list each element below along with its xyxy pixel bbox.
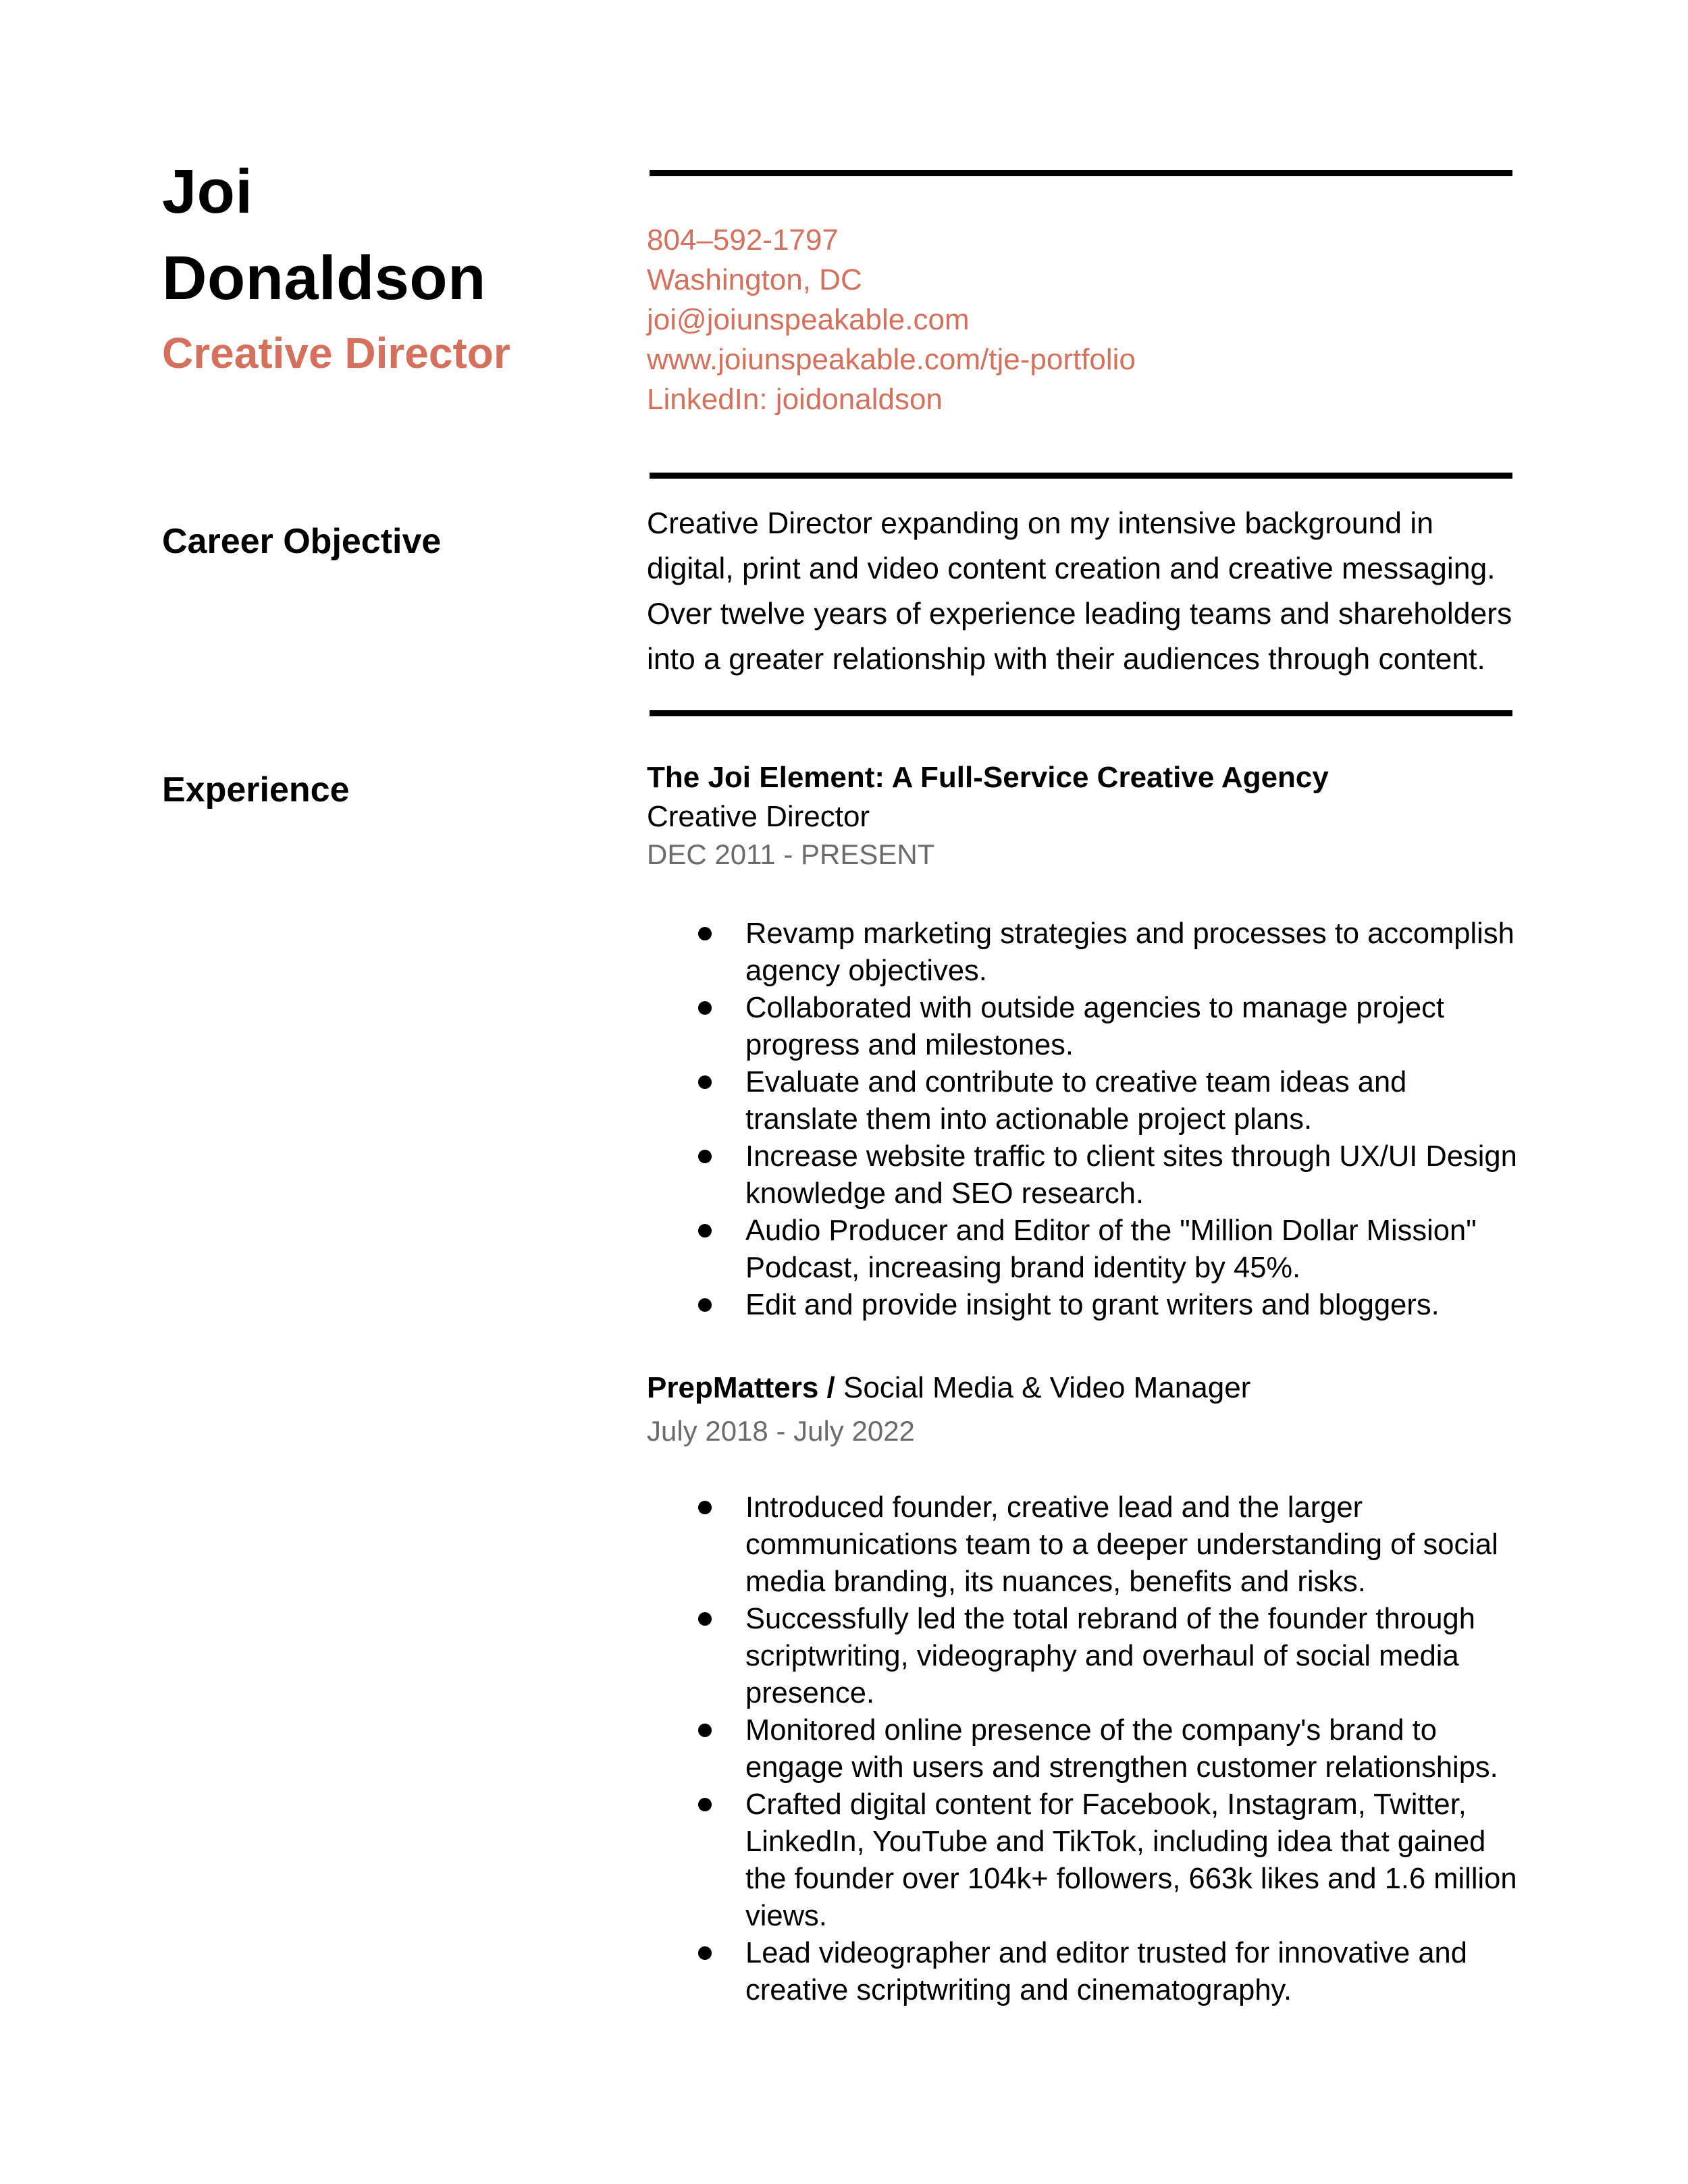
bullet-dot-icon	[698, 1798, 712, 1811]
bullet-text: Lead videographer and editor trusted for innovative and creative scriptwriting and cinematography.	[745, 1937, 1467, 2006]
bullet-dot-icon	[698, 1001, 712, 1015]
candidate-name	[162, 149, 486, 321]
bullet-text: Collaborated with outside agencies to manage project progress and milestones.	[745, 992, 1444, 1061]
contact-email[interactable]: joi@joiunspeakable.com	[647, 303, 970, 336]
list-item	[695, 1935, 1526, 2009]
last-name: Donaldson	[162, 244, 486, 313]
contact-list	[647, 220, 1518, 419]
objective-text: Creative Director expanding on my intensive background in digital, print and video content creation and creative messaging. Over twelve years of experience leading teams and shareholders into a greater relationship with their audiences through content.	[647, 507, 1512, 676]
list-item	[695, 1601, 1526, 1712]
list-item	[695, 1064, 1526, 1138]
divider-objective	[650, 710, 1512, 716]
job-1-dates: DEC 2011 - PRESENT	[647, 838, 935, 870]
list-item	[695, 1213, 1526, 1287]
job-2-dates: July 2018 - July 2022	[647, 1415, 915, 1447]
bullet-text: Successfully led the total rebrand of the founder through scriptwriting, videography and overhaul of social media presence.	[745, 1603, 1475, 1709]
bullet-text: Increase website traffic to client sites through UX/UI Design knowledge and SEO research.	[745, 1140, 1517, 1210]
bullet-text: Monitored online presence of the company's brand to engage with users and strengthen customer relationships.	[745, 1714, 1498, 1784]
candidate-title: Creative Director	[162, 329, 510, 377]
bullet-text: Introduced founder, creative lead and the larger communications team to a deeper understanding of social media branding, its nuances, benefits and risks.	[745, 1491, 1498, 1598]
list-item	[695, 915, 1526, 990]
job-2-bullets	[695, 1489, 1526, 2009]
job-1-bullets	[695, 915, 1526, 1324]
contact-linkedin[interactable]: LinkedIn: joidonaldson	[647, 383, 943, 416]
bullet-dot-icon	[698, 1612, 712, 1626]
bullet-dot-icon	[698, 1298, 712, 1312]
bullet-dot-icon	[698, 1150, 712, 1163]
list-item	[695, 1138, 1526, 1213]
job-2-role: Social Media & Video Manager	[835, 1371, 1251, 1404]
divider-top	[650, 170, 1512, 176]
objective-heading: Career Objective	[162, 522, 442, 561]
job-1-role: Creative Director	[647, 800, 870, 833]
bullet-text: Edit and provide insight to grant writers and bloggers.	[745, 1289, 1440, 1321]
bullet-dot-icon	[698, 1501, 712, 1514]
contact-phone: 804–592-1797	[647, 223, 839, 257]
first-name: Joi	[162, 157, 253, 226]
job-2-company: PrepMatters /	[647, 1371, 835, 1404]
experience-heading: Experience	[162, 770, 350, 809]
list-item	[695, 1489, 1526, 1601]
bullet-dot-icon	[698, 1946, 712, 1960]
job-2-header	[647, 1368, 1250, 1408]
bullet-dot-icon	[698, 1724, 712, 1737]
bullet-text: Revamp marketing strategies and processes to accomplish agency objectives.	[745, 917, 1514, 987]
job-1-company: The Joi Element: A Full-Service Creative Agency	[647, 761, 1329, 794]
contact-location: Washington, DC	[647, 263, 862, 296]
list-item	[695, 1712, 1526, 1786]
bullet-text: Crafted digital content for Facebook, Instagram, Twitter, LinkedIn, YouTube and TikTok, including idea that gained the founder over 104k+ followers, 663k likes and 1.6 million views.	[745, 1788, 1517, 1932]
list-item	[695, 990, 1526, 1064]
bullet-text: Audio Producer and Editor of the "Million Dollar Mission" Podcast, increasing brand identity by 45%.	[745, 1215, 1477, 1284]
bullet-text: Evaluate and contribute to creative team ideas and translate them into actionable project plans.	[745, 1066, 1407, 1136]
bullet-dot-icon	[698, 927, 712, 940]
bullet-dot-icon	[698, 1075, 712, 1089]
list-item	[695, 1786, 1526, 1935]
divider-contact	[650, 473, 1512, 479]
bullet-dot-icon	[698, 1224, 712, 1237]
contact-website[interactable]: www.joiunspeakable.com/tje-portfolio	[647, 343, 1136, 376]
list-item	[695, 1287, 1526, 1324]
